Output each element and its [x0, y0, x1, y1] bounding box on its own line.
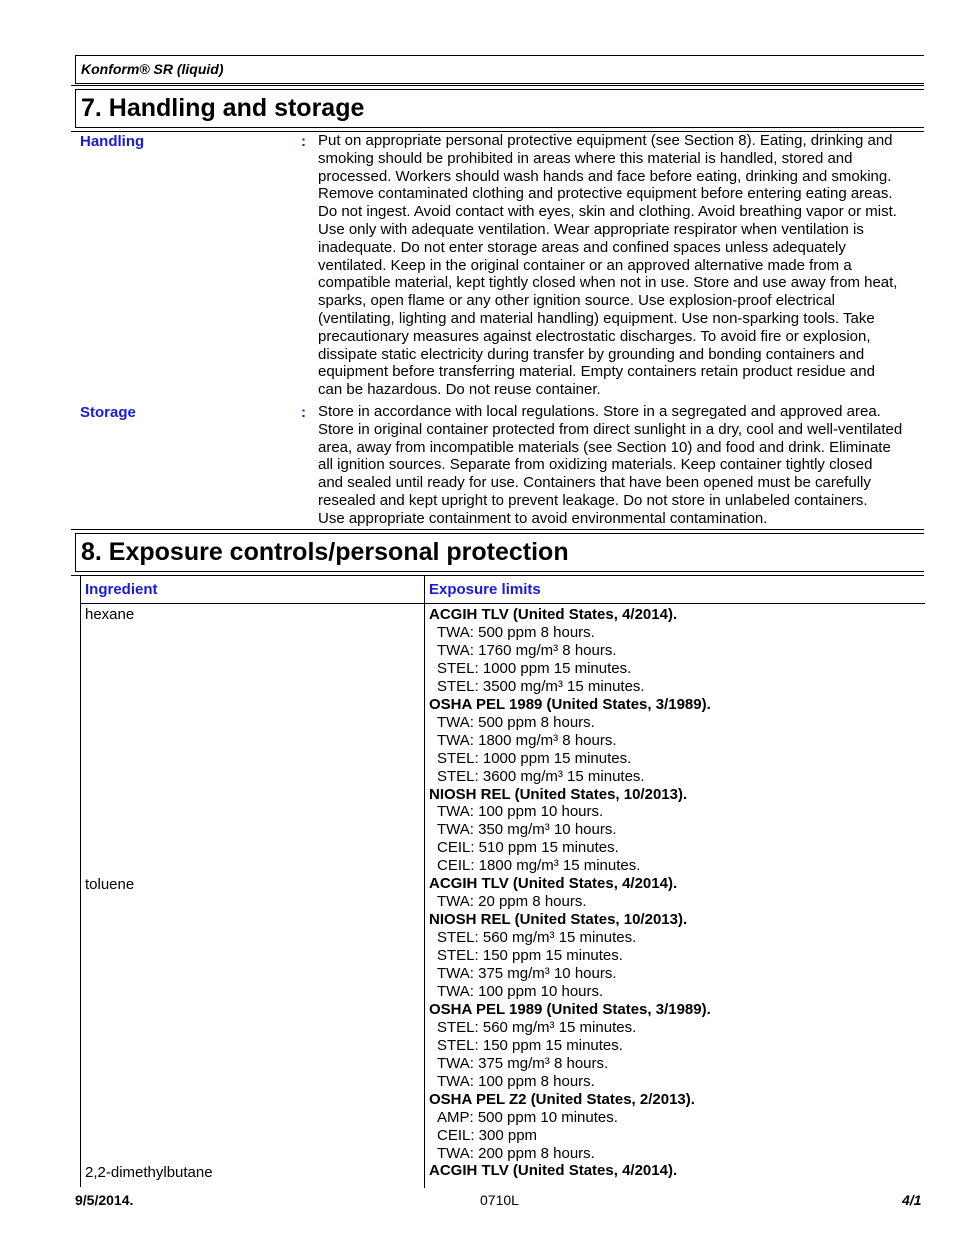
section-7-header: [75, 89, 924, 128]
footer-code: 0710L: [480, 1192, 519, 1208]
storage-label: Storage: [80, 404, 136, 421]
limit-value: TWA: 375 mg/m³ 8 hours.: [437, 1054, 609, 1072]
ingredient-dimethylbutane: 2,2-dimethylbutane: [85, 1164, 213, 1181]
ingredient-column-header: Ingredient: [85, 581, 158, 598]
limit-source-heading: NIOSH REL (United States, 10/2013).: [429, 911, 688, 929]
limit-source-heading: OSHA PEL Z2 (United States, 2/2013).: [429, 1090, 695, 1108]
handling-text: Put on appropriate personal protective equipment (see Section 8). Eating, drinking and smoking should be prohibited in areas where this material is handled, stored and processed. Workers should wash hands and face before eating, drinking and smoking. Remove contaminated clothing and protective equipment before entering eating areas. Do not ingest. Avoid contact with eyes, skin and clothing. Avoid breathing vapor or mist. Use only with adequate ventilation. Wear appropriate respirator when ventilation is inadequate. Do not enter storage areas and confined spaces unless adequately ventilated. Keep in the original container or an approved alternative made from a compatible material, kept tightly closed when not in use. Store and use away from heat, sparks, open flame or any other ignition source. Use explosion-proof electrical (ventilating, lighting and material handling) equipment. Use non-sparking tools. Take precautionary measures against electrostatic discharges. To avoid fire or explosion, dissipate static electricity during transfer by grounding and bonding containers and equipment before transferring material. Empty containers retain product residue and can be hazardous. Do not reuse container.: [318, 132, 898, 399]
storage-colon: :: [301, 404, 306, 421]
footer-page: 4/1: [902, 1192, 922, 1208]
limit-value: CEIL: 300 ppm: [437, 1126, 538, 1144]
limit-value: TWA: 1760 mg/m³ 8 hours.: [437, 641, 617, 659]
limit-source-heading: OSHA PEL 1989 (United States, 3/1989).: [429, 1000, 711, 1018]
column-divider: [424, 576, 425, 1188]
limit-value: CEIL: 510 ppm 15 minutes.: [437, 839, 619, 857]
exposure-limits-column-header: Exposure limits: [429, 581, 541, 598]
section-7-title: 7. Handling and storage: [81, 94, 365, 122]
limit-value: STEL: 1000 ppm 15 minutes.: [437, 659, 632, 677]
handling-label: Handling: [80, 133, 145, 150]
limit-source-heading: ACGIH TLV (United States, 4/2014).: [429, 875, 678, 893]
product-name: Konform® SR (liquid): [81, 61, 224, 77]
limit-value: TWA: 350 mg/m³ 10 hours.: [437, 821, 617, 839]
handling-colon: :: [301, 133, 306, 150]
ingredient-hexane: hexane: [85, 606, 135, 623]
limit-source-heading: ACGIH TLV (United States, 4/2014).: [429, 606, 678, 623]
limit-value: TWA: 375 mg/m³ 10 hours.: [437, 965, 617, 982]
limit-value: AMP: 500 ppm 10 minutes.: [437, 1108, 618, 1126]
limit-value: STEL: 1000 ppm 15 minutes.: [437, 749, 632, 767]
table-header-row: [81, 576, 925, 604]
limit-value: TWA: 200 ppm 8 hours.: [437, 1144, 595, 1162]
footer-date: 9/5/2014.: [75, 1192, 134, 1208]
limit-value: TWA: 500 ppm 8 hours.: [437, 713, 595, 731]
limit-source-heading: NIOSH REL (United States, 10/2013).: [429, 785, 688, 803]
section-8-header: [75, 533, 924, 572]
limit-value: TWA: 1800 mg/m³ 8 hours.: [437, 731, 617, 749]
limit-value: TWA: 100 ppm 8 hours.: [437, 1072, 595, 1090]
storage-text: Store in accordance with local regulations. Store in a segregated and approved area. Store in original container protected from direct sunlight in a dry, cool and well-ventilated area, away from incompatible materials (see Section 10) and food and drink. Eliminate all ignition sources. Separate from oxidizing materials. Keep container tightly closed and sealed until ready for use. Containers that have been opened must be carefully resealed and kept upright to prevent leakage. Do not store in unlabeled containers. Use appropriate containment to avoid environmental contamination.: [318, 403, 903, 527]
limit-value: TWA: 500 ppm 8 hours.: [437, 623, 595, 641]
limit-source-heading: ACGIH TLV (United States, 4/2014).: [429, 1162, 678, 1180]
product-header: [75, 55, 924, 84]
limit-value: STEL: 3600 mg/m³ 15 minutes.: [437, 767, 645, 785]
limit-value: STEL: 150 ppm 15 minutes.: [437, 1036, 623, 1054]
section-8-title: 8. Exposure controls/personal protection: [81, 538, 569, 566]
limit-value: STEL: 150 ppm 15 minutes.: [437, 947, 623, 965]
ingredient-toluene: toluene: [85, 876, 135, 893]
limit-value: TWA: 100 ppm 10 hours.: [437, 982, 604, 1000]
limit-value: STEL: 560 mg/m³ 15 minutes.: [437, 929, 637, 947]
limit-value: STEL: 560 mg/m³ 15 minutes.: [437, 1018, 637, 1036]
limit-value: CEIL: 1800 mg/m³ 15 minutes.: [437, 857, 641, 875]
limit-value: TWA: 20 ppm 8 hours.: [437, 893, 587, 911]
limit-source-heading: OSHA PEL 1989 (United States, 3/1989).: [429, 695, 711, 713]
limit-value: TWA: 100 ppm 10 hours.: [437, 803, 604, 821]
exposure-limits-table: [80, 575, 924, 1187]
limit-value: STEL: 3500 mg/m³ 15 minutes.: [437, 677, 645, 695]
